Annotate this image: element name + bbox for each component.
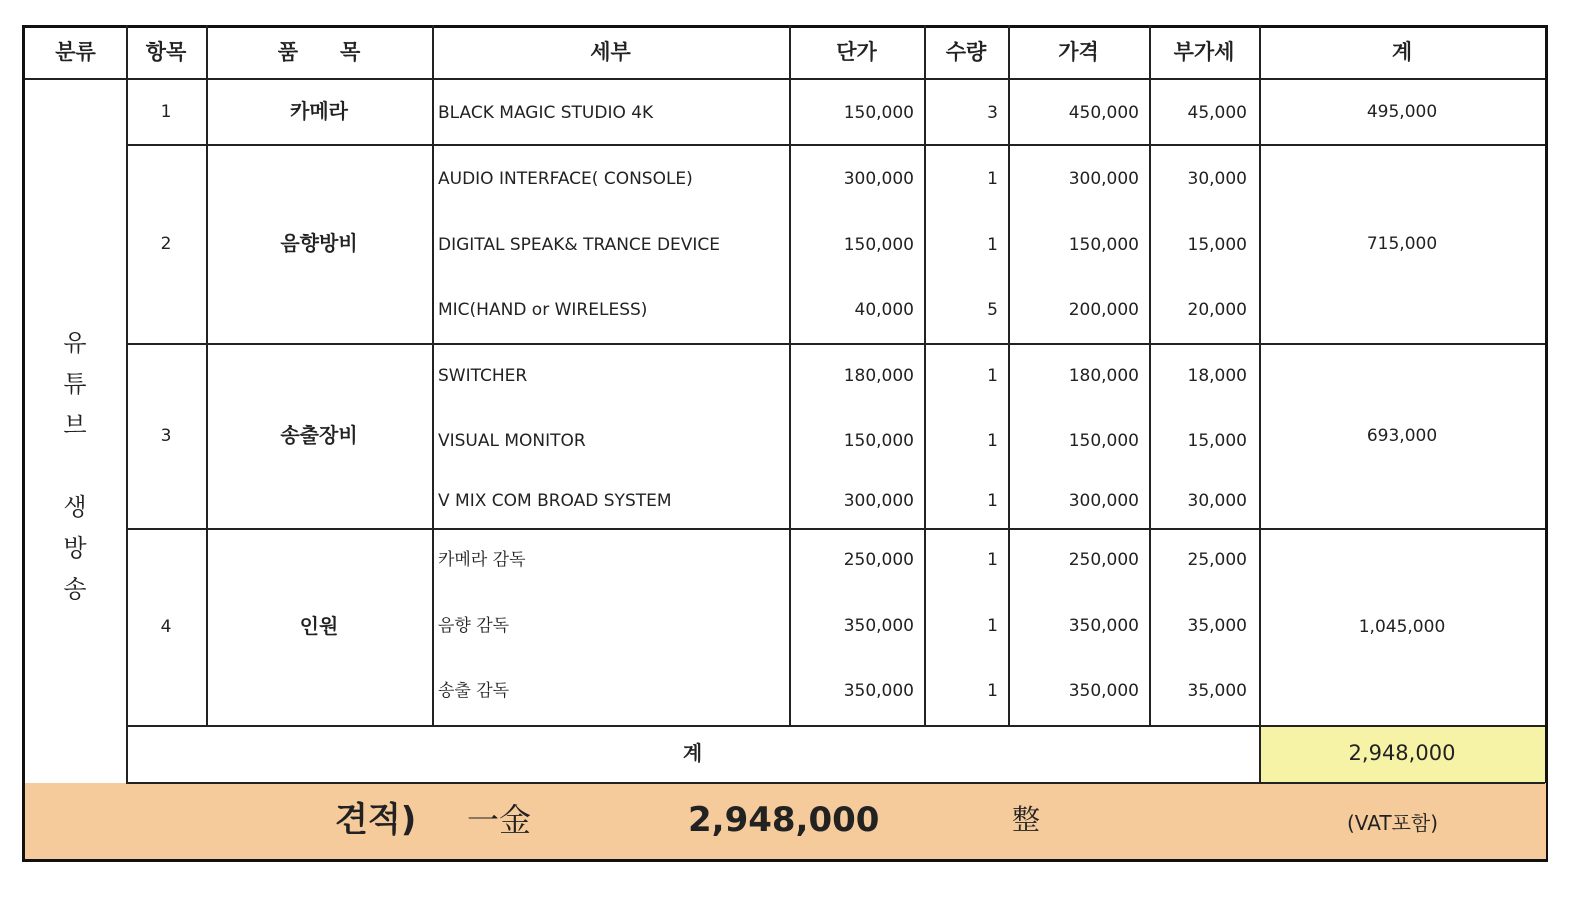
qty-cell: 1 (987, 681, 998, 701)
detail-cell: VISUAL MONITOR (438, 431, 586, 451)
vat-cell: 18,000 (1187, 366, 1247, 386)
header-detail: 세부 (590, 40, 631, 64)
qty-cell: 1 (987, 235, 998, 255)
item-number: 2 (160, 233, 172, 254)
price-cell: 150,000 (1068, 235, 1139, 255)
detail-cell: SWITCHER (438, 366, 528, 386)
price-cell: 150,000 (1068, 431, 1139, 451)
vat-cell: 35,000 (1187, 616, 1247, 636)
detail-cell: MIC(HAND or WIRELESS) (438, 300, 648, 320)
header-qty: 수량 (945, 40, 987, 64)
vat-cell: 30,000 (1187, 491, 1247, 511)
unit-price-cell: 180,000 (843, 366, 914, 386)
category-char: 유 (63, 329, 87, 357)
category-char (55, 446, 95, 487)
item-name: 카메라 (290, 98, 348, 123)
unit-price-cell: 350,000 (843, 616, 914, 636)
grid-line (25, 78, 1545, 80)
price-cell: 200,000 (1068, 300, 1139, 320)
footer-label: 견적) (335, 800, 417, 840)
detail-cell: AUDIO INTERFACE( CONSOLE) (438, 169, 693, 189)
price-cell: 350,000 (1068, 616, 1139, 636)
grid-line (126, 528, 1545, 530)
group-total: 715,000 (1366, 233, 1438, 254)
header-price: 가격 (1058, 40, 1099, 64)
price-cell: 450,000 (1068, 103, 1139, 123)
vat-cell: 35,000 (1187, 681, 1247, 701)
qty-cell: 1 (987, 491, 998, 511)
sum-label: 계 (682, 741, 703, 765)
grand-total-value: 2,948,000 (1348, 741, 1456, 765)
grid-line (126, 725, 1545, 727)
unit-price-cell: 150,000 (843, 235, 914, 255)
unit-price-cell: 150,000 (843, 431, 914, 451)
grid-line (126, 144, 1545, 146)
qty-cell: 1 (987, 366, 998, 386)
detail-cell: 카메라 감독 (438, 550, 526, 570)
vat-cell: 25,000 (1187, 550, 1247, 570)
category-char: 방 (63, 534, 87, 562)
item-name: 인원 (299, 613, 339, 638)
header-category: 분류 (55, 40, 96, 64)
unit-price-cell: 150,000 (843, 103, 914, 123)
item-number: 3 (160, 425, 172, 446)
detail-cell: DIGITAL SPEAK& TRANCE DEVICE (438, 235, 721, 255)
price-cell: 350,000 (1068, 681, 1139, 701)
grid-line (126, 343, 1545, 345)
unit-price-cell: 350,000 (843, 681, 914, 701)
vat-cell: 30,000 (1187, 169, 1247, 189)
vat-cell: 15,000 (1187, 235, 1247, 255)
price-cell: 300,000 (1068, 491, 1139, 511)
unit-price-cell: 40,000 (854, 300, 914, 320)
unit-price-cell: 250,000 (843, 550, 914, 570)
item-number: 1 (160, 101, 172, 122)
grid-line (1149, 25, 1151, 726)
category-char: 튜 (63, 370, 87, 398)
qty-cell: 1 (987, 550, 998, 570)
detail-cell: 송출 감독 (438, 681, 510, 701)
qty-cell: 1 (987, 431, 998, 451)
price-cell: 250,000 (1068, 550, 1139, 570)
header-total: 계 (1391, 40, 1413, 64)
price-cell: 180,000 (1068, 366, 1139, 386)
header-item-name: 품 목 (277, 40, 361, 64)
qty-cell: 1 (987, 616, 998, 636)
footer-note: (VAT포함) (1347, 811, 1438, 835)
item-number: 4 (160, 616, 172, 637)
category-label (55, 323, 95, 610)
grid-line (206, 25, 208, 726)
grid-line (126, 782, 1545, 784)
header-unit-price: 단가 (836, 40, 877, 64)
grid-line (432, 25, 434, 726)
grid-line (789, 25, 791, 726)
category-char: 생 (63, 493, 87, 521)
group-total: 693,000 (1366, 425, 1438, 446)
header-vat: 부가세 (1173, 40, 1235, 64)
category-char: 송 (63, 575, 87, 603)
price-cell: 300,000 (1068, 169, 1139, 189)
header-item-no: 항목 (145, 40, 187, 64)
detail-cell: V MIX COM BROAD SYSTEM (438, 491, 672, 511)
group-total: 495,000 (1366, 101, 1438, 122)
footer-suffix: 整 (1012, 803, 1041, 836)
grid-line (126, 25, 128, 783)
footer-amount: 2,948,000 (688, 800, 880, 840)
group-total: 1,045,000 (1358, 616, 1446, 637)
vat-cell: 20,000 (1187, 300, 1247, 320)
vat-cell: 15,000 (1187, 431, 1247, 451)
detail-cell: 음향 감독 (438, 616, 510, 636)
unit-price-cell: 300,000 (843, 491, 914, 511)
category-char: 브 (63, 411, 87, 439)
qty-cell: 3 (987, 103, 998, 123)
grid-line (1259, 25, 1261, 783)
qty-cell: 5 (987, 300, 998, 320)
item-name: 송출장비 (280, 422, 358, 447)
unit-price-cell: 300,000 (843, 169, 914, 189)
qty-cell: 1 (987, 169, 998, 189)
detail-cell: BLACK MAGIC STUDIO 4K (438, 103, 654, 123)
grid-line (1008, 25, 1010, 726)
footer-prefix: 一金 (467, 801, 532, 839)
grid-line (924, 25, 926, 726)
vat-cell: 45,000 (1187, 103, 1247, 123)
item-name: 음향방비 (280, 230, 358, 255)
